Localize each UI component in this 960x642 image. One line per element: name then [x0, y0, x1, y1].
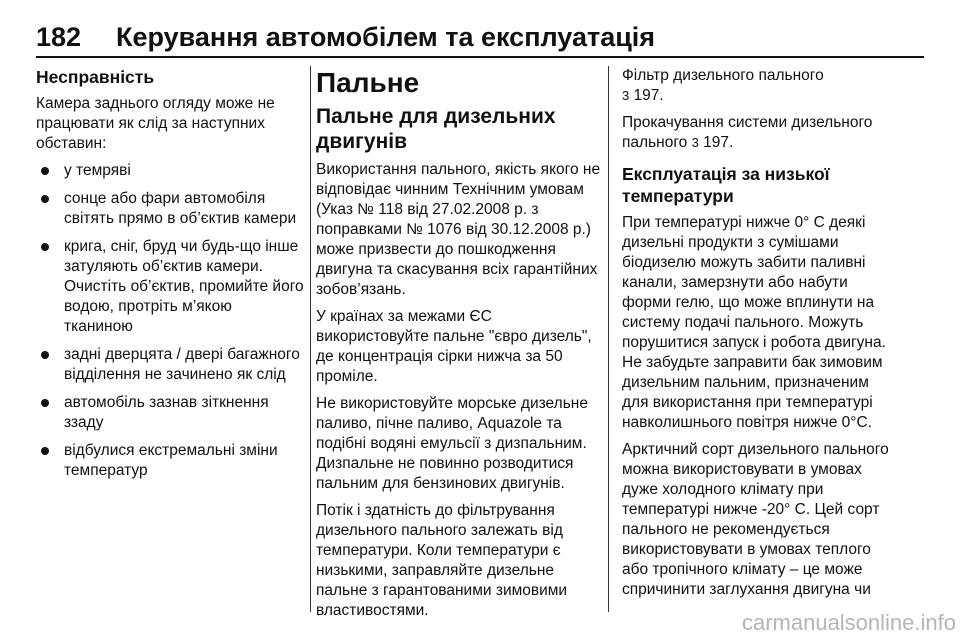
column-middle [316, 66, 602, 628]
bullet-icon [41, 243, 49, 251]
bullet-icon [41, 195, 49, 203]
paragraph: Використання пального, якість якого не відповідає чинним Технічним умовам (Указ № 118 від 27.02.2008 р. з поправками № 1076 від 30.12.2008 р.) може призвести до пошкодження двигуна та скасування всіх гарантійних зобов’язань. [316, 161, 601, 298]
cross-reference-bleeding[interactable]: Прокачування системи дизельного пального 3 197. [622, 114, 873, 151]
paragraph: При температурі нижче 0° C деякі дизельні продукти з сумішами біодизелю можуть забити паливні канали, замерзнути або набути форми гелю, що може вплинути на систему подачі пального. Можуть порушитися запуск і робота двигуна. Не забудьте заправити бак зимовим дизельним пальним, призначеним для використання при температурі навколишнього повітря нижче 0°C. [622, 214, 886, 431]
section-heading-malfunction: Несправність [36, 67, 155, 87]
section-heading-low-temp: Експлуатація за низької температури [622, 164, 830, 206]
column-divider-1 [310, 66, 311, 612]
list-item: задні дверцята / двері багажного відділення не зачинено як слід [36, 345, 304, 385]
page-ref: 197. [633, 87, 664, 104]
cross-reference-filter[interactable]: Фільтр дизельного пального 3 197. [622, 67, 824, 104]
paragraph: Арктичний сорт дизельного пального можна використовувати в умовах дуже холодного клімату при температурі нижче -20° C. Цей сорт пального не рекомендується використовувати в умовах теплого або тропічного клімату – це може спричинити заглухання двигуна чи [622, 441, 889, 598]
malfunction-intro: Камера заднього огляду може не працювати як слід за наступних обставин: [36, 95, 275, 152]
bullet-icon [41, 167, 49, 175]
page-ref-arrow-icon: 3 [691, 135, 699, 150]
bullet-icon [41, 351, 49, 359]
page-number: 182 [36, 22, 82, 52]
list-item: відбулися екстремальні зміни температур [36, 441, 304, 481]
column-right [622, 66, 890, 607]
paragraph: У країнах за межами ЄС використовуйте пальне "євро дизель", де концентрація сірки нижча за 50 проміле. [316, 308, 592, 385]
column-left [36, 66, 304, 489]
list-item: сонце або фари автомобіля світять прямо в об’єктив камери [36, 189, 304, 229]
paragraph: Потік і здатність до фільтрування дизельного пального залежать від температури. Коли температури є низькими, заправляйте дизельне пальне з гарантованими зимовими властивостями. [316, 502, 568, 619]
page-header [36, 22, 924, 56]
header-rule [36, 56, 924, 58]
page-ref: 197. [703, 134, 734, 151]
list-item: крига, сніг, бруд чи будь-що інше затуляють об’єктив камери. Очистіть об’єктив, промийте його водою, протріть м’якою тканиною [36, 237, 304, 337]
list-item: автомобіль зазнав зіткнення ззаду [36, 393, 304, 433]
page-ref-arrow-icon: 3 [622, 88, 630, 103]
list-item: у темряві [36, 161, 304, 181]
column-divider-2 [608, 66, 609, 612]
malfunction-list [36, 161, 304, 481]
bullet-icon [41, 447, 49, 455]
bullet-icon [41, 399, 49, 407]
paragraph: Не використовуйте морське дизельне паливо, пічне паливо, Aquazole та подібні водяні емульсії з дизпальним. Дизпальне не повинно розводитися пальним для бензинових двигунів. [316, 395, 588, 492]
section-title-fuel: Пальне [316, 67, 420, 98]
watermark: carmanualsonline.info [741, 610, 956, 635]
page-title: Керування автомобілем та експлуатація [116, 22, 656, 52]
subsection-title-diesel: Пальне для дизельних двигунів [316, 105, 556, 153]
